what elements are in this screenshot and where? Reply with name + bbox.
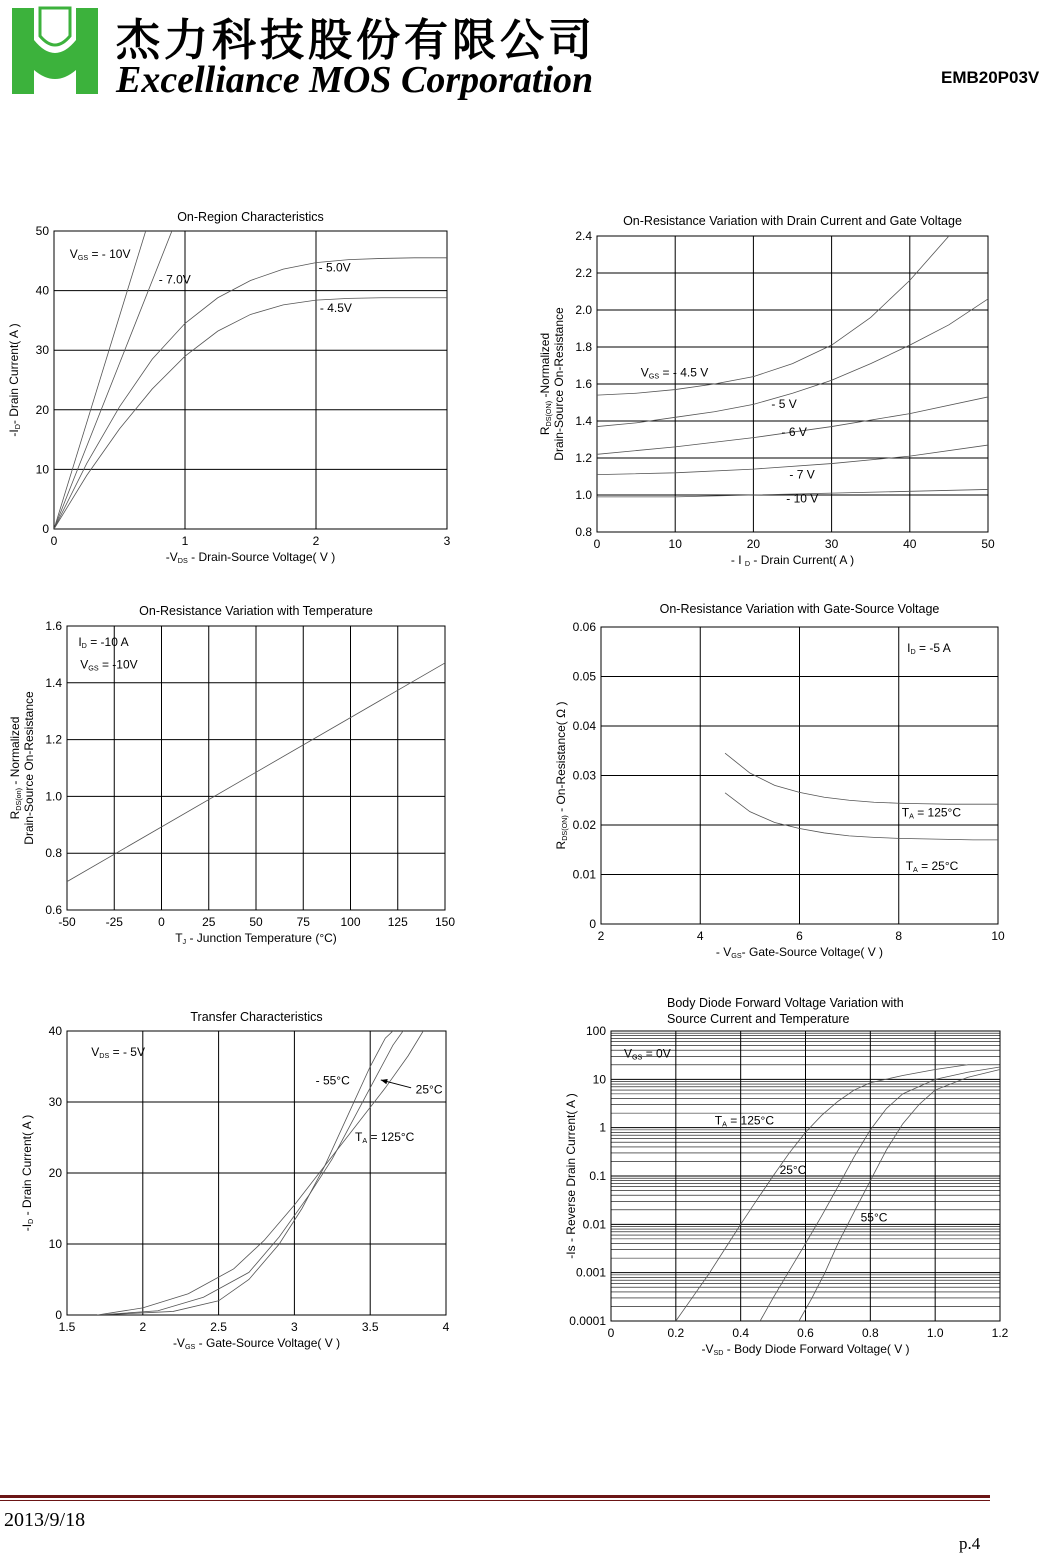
y-tick-label: 0.01: [582, 1217, 606, 1232]
chart-body-diode: [520, 990, 1046, 1365]
y-tick-label: 20: [35, 402, 49, 417]
x-tick-label: 50: [249, 915, 263, 929]
y-axis-label: -Is - Reverse Drain Current( A ): [564, 1093, 578, 1259]
x-axis-label: -VDS - Drain-Source Voltage( V ): [165, 550, 336, 565]
x-tick-label: 1.5: [58, 1320, 76, 1334]
x-tick-label: 0: [607, 1326, 615, 1340]
x-tick-label: 2: [312, 534, 320, 548]
y-axis-label-line2: Drain-Source On-Resistance: [552, 307, 566, 461]
y-tick-label: 1.4: [575, 414, 592, 428]
chart-rds-vs-id: [520, 205, 1046, 580]
series-annotation: 25°C: [415, 1082, 443, 1097]
x-tick-label: 2.5: [210, 1320, 227, 1334]
x-tick-label: 150: [434, 915, 456, 929]
y-tick-label: 2.0: [575, 303, 592, 317]
x-tick-label: 0: [158, 915, 165, 929]
x-tick-label: 20: [746, 537, 761, 551]
y-tick-label: 0.001: [575, 1265, 606, 1280]
chart-title: On-Region Characteristics: [177, 210, 324, 224]
x-tick-label: 0: [593, 537, 601, 551]
x-tick-label: 1.0: [926, 1326, 944, 1340]
x-tick-label: 125: [387, 915, 408, 929]
y-tick-label: 0.05: [572, 669, 596, 684]
series-annotation: - 5.0V: [318, 260, 351, 275]
x-tick-label: 30: [824, 537, 839, 551]
y-axis-label: -ID - Drain Current( A ): [20, 1114, 35, 1232]
y-tick-label: 30: [48, 1095, 62, 1109]
series-annotation: - 7 V: [789, 467, 815, 482]
y-tick-label: 1: [599, 1120, 606, 1135]
x-tick-label: 6: [796, 929, 803, 943]
series-annotation: TA = 125°C: [714, 1113, 775, 1129]
y-tick-label: 0.8: [45, 846, 62, 861]
chart-transfer: [0, 1000, 470, 1360]
y-axis-label: -ID- Drain Current( A ): [7, 323, 22, 437]
x-tick-label: -50: [58, 915, 76, 929]
y-tick-label: 0.1: [589, 1169, 606, 1183]
series-annotation: VGS = -10V: [80, 657, 138, 673]
x-tick-label: 0.6: [797, 1326, 814, 1340]
x-tick-label: 3: [291, 1320, 298, 1334]
chart-on-region: [0, 200, 470, 570]
y-tick-label: 0.06: [572, 620, 596, 634]
y-tick-label: 100: [585, 1024, 606, 1038]
x-axis-label: TJ - Junction Temperature (°C): [175, 931, 337, 946]
part-number: EMB20P03V: [941, 68, 1040, 87]
y-tick-label: 0.8: [575, 525, 592, 539]
y-tick-label: 2.2: [575, 266, 592, 280]
x-tick-label: 3.5: [361, 1320, 379, 1334]
x-tick-label: 25: [202, 915, 216, 929]
y-tick-label: 0.02: [572, 818, 596, 832]
footer-rule: [0, 1495, 990, 1498]
series-annotation: - 6 V: [781, 424, 807, 439]
x-tick-label: 40: [903, 537, 917, 551]
y-axis-label: RDS(ON) - On-Resistance( Ω ): [554, 701, 569, 850]
y-tick-label: 20: [48, 1166, 62, 1180]
y-tick-label: 1.2: [45, 732, 62, 747]
em-logo-icon: [10, 0, 100, 96]
series-line: [97, 1024, 408, 1315]
y-tick-label: 10: [592, 1072, 606, 1087]
y-tick-label: 0.01: [572, 867, 596, 882]
page-number: p.4: [959, 1534, 981, 1553]
series-annotation: - 7.0V: [158, 272, 191, 287]
x-axis-label: - I D - Drain Current( A ): [730, 553, 855, 568]
series-annotation: ID = -5 A: [907, 640, 951, 656]
x-tick-label: 10: [668, 537, 682, 551]
y-tick-label: 40: [48, 1024, 62, 1038]
x-tick-label: 1.2: [991, 1326, 1009, 1340]
x-tick-label: 10: [991, 929, 1005, 943]
series-annotation: ID = -10 A: [78, 634, 129, 650]
series-annotation: VGS = - 4.5 V: [640, 365, 709, 381]
y-axis-label: RDS(on) - Normalized: [8, 716, 23, 820]
x-tick-label: 4: [696, 929, 704, 943]
series-annotation: 25°C: [779, 1162, 807, 1177]
series-annotation: VGS = 0V: [623, 1046, 671, 1062]
series-annotation: TA = 125°C: [355, 1130, 415, 1146]
series-line: [54, 231, 146, 529]
series-annotation: TA = 25°C: [905, 859, 959, 875]
y-tick-label: 0.0001: [569, 1314, 606, 1328]
chart-rds-vs-vgs: [520, 595, 1046, 970]
y-tick-label: 1.6: [575, 377, 592, 391]
x-tick-label: 75: [296, 915, 310, 929]
y-tick-label: 40: [35, 283, 49, 298]
footer-rule-thin: [0, 1500, 990, 1501]
series-line: [54, 298, 447, 529]
x-tick-label: 4: [442, 1320, 450, 1334]
series-line: [54, 258, 447, 529]
x-tick-label: -25: [105, 915, 123, 929]
y-tick-label: 2.4: [575, 229, 592, 243]
y-tick-label: 0: [589, 917, 596, 931]
y-tick-label: 1.8: [575, 340, 592, 354]
x-tick-label: 1: [181, 534, 189, 548]
series-annotation: VDS = - 5V: [91, 1044, 145, 1060]
y-axis-label: RDS(ON) -Normalized: [538, 332, 553, 436]
series-line: [725, 753, 998, 804]
company-name-cn: 杰力科技股份有限公司: [116, 15, 596, 66]
x-tick-label: 8: [895, 929, 903, 943]
x-tick-label: 100: [340, 915, 361, 929]
x-tick-label: 3: [443, 534, 451, 548]
y-tick-label: 0.03: [572, 768, 596, 783]
series-annotation: - 4.5V: [319, 301, 352, 316]
y-tick-label: 0: [42, 522, 49, 536]
series-annotation: - 10 V: [786, 491, 819, 506]
x-tick-label: 0: [50, 534, 58, 548]
x-tick-label: 0.8: [861, 1326, 879, 1340]
x-tick-label: 50: [981, 537, 995, 551]
x-axis-label: - VGS- Gate-Source Voltage( V ): [715, 945, 884, 960]
company-name-en: Excelliance MOS Corporation: [116, 59, 594, 101]
series-line: [54, 231, 172, 529]
y-tick-label: 10: [35, 462, 49, 477]
chart-title-line2: Source Current and Temperature: [667, 1012, 850, 1026]
y-tick-label: 10: [48, 1237, 62, 1251]
y-tick-label: 1.4: [45, 675, 62, 690]
chart-title: Transfer Characteristics: [190, 1010, 323, 1024]
y-tick-label: 50: [35, 224, 49, 238]
series-annotation: 55°C: [860, 1210, 888, 1225]
footer-date: 2013/9/18: [4, 1509, 86, 1531]
y-tick-label: 0.04: [572, 719, 596, 733]
series-annotation: - 55°C: [315, 1073, 350, 1088]
y-tick-label: 1.0: [575, 488, 592, 502]
y-tick-label: 30: [35, 343, 49, 358]
y-tick-label: 0: [55, 1308, 62, 1322]
series-line: [760, 1067, 1000, 1321]
x-axis-label: -VSD - Body Diode Forward Voltage( V ): [701, 1342, 910, 1357]
series-annotation: VGS = - 10V: [69, 246, 131, 262]
y-tick-label: 1.6: [45, 619, 62, 633]
series-line: [676, 1065, 968, 1321]
x-tick-label: 2: [139, 1320, 147, 1334]
y-tick-label: 1.0: [45, 789, 62, 804]
series-annotation: TA = 125°C: [901, 805, 962, 821]
x-tick-label: 2: [597, 929, 605, 943]
y-tick-label: 0.6: [45, 903, 62, 917]
x-tick-label: 0.4: [732, 1326, 750, 1340]
series-annotation: - 5 V: [771, 397, 797, 412]
chart-title: On-Resistance Variation with Temperature: [139, 604, 373, 618]
x-axis-label: -VGS - Gate-Source Voltage( V ): [172, 1336, 341, 1351]
y-axis-label-line2: Drain-Source On-Resistance: [22, 691, 36, 845]
chart-title: On-Resistance Variation with Drain Current and Gate Voltage: [623, 214, 962, 228]
x-tick-label: 0.2: [667, 1326, 685, 1340]
chart-rds-vs-temp: [0, 595, 470, 960]
y-tick-label: 1.2: [575, 451, 592, 465]
chart-title: Body Diode Forward Voltage Variation with: [667, 996, 904, 1010]
chart-title: On-Resistance Variation with Gate-Source Voltage: [659, 602, 940, 616]
